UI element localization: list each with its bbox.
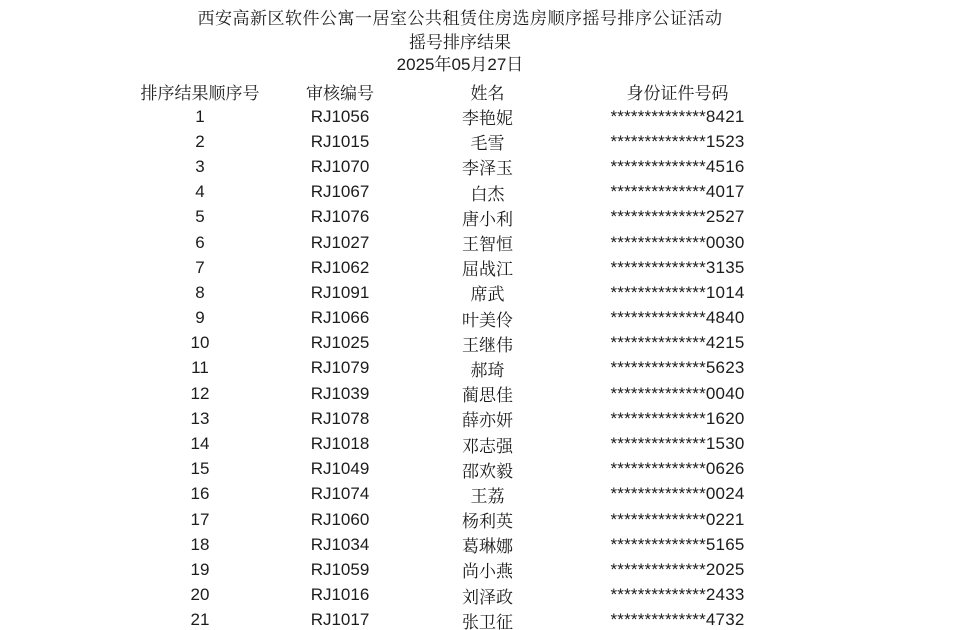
cell-name: 张卫征 — [462, 612, 513, 630]
cell-sequence: 10 — [190, 333, 210, 353]
cell-name: 毛雪 — [470, 134, 505, 154]
cell-id-number: **************1523 — [610, 131, 745, 151]
cell-sequence: 21 — [190, 610, 210, 630]
cell-id-number: **************0030 — [610, 232, 745, 252]
cell-sequence: 11 — [191, 358, 209, 378]
table-row — [130, 104, 790, 129]
cell-id-number: **************4840 — [610, 308, 745, 328]
cell-name: 邵欢毅 — [462, 461, 513, 481]
cell-audit-number: RJ1027 — [310, 232, 370, 252]
cell-name: 白杰 — [470, 184, 505, 204]
cell-name: 薛亦妍 — [462, 411, 513, 431]
cell-id-number: **************1530 — [610, 434, 745, 454]
table-row — [130, 608, 790, 630]
cell-audit-number: RJ1062 — [310, 257, 370, 277]
table-row — [130, 230, 790, 255]
cell-audit-number: RJ1067 — [310, 182, 370, 202]
table-row — [130, 154, 790, 179]
cell-sequence: 14 — [190, 434, 210, 454]
cell-id-number: **************4516 — [610, 156, 745, 176]
cell-id-number: **************0024 — [610, 484, 745, 504]
cell-name: 席武 — [470, 285, 505, 305]
cell-sequence: 16 — [190, 484, 210, 504]
document-subtitle: 摇号排序结果 — [409, 33, 511, 52]
cell-sequence: 15 — [190, 459, 210, 479]
cell-id-number: **************5165 — [610, 534, 745, 554]
cell-name: 郝琦 — [470, 360, 505, 380]
cell-sequence: 9 — [195, 308, 205, 328]
table-row — [130, 482, 790, 507]
document-content — [130, 0, 790, 630]
cell-sequence: 3 — [195, 156, 205, 176]
cell-name: 王继伟 — [462, 335, 513, 355]
cell-audit-number: RJ1016 — [310, 585, 370, 605]
table-row — [130, 280, 790, 305]
cell-name: 葛琳娜 — [462, 537, 513, 557]
cell-audit-number: RJ1059 — [310, 559, 370, 579]
cell-audit-number: RJ1018 — [310, 434, 370, 454]
column-header-audit-number: 审核编号 — [306, 83, 374, 103]
table-row — [130, 406, 790, 431]
cell-name: 唐小利 — [462, 209, 513, 229]
table-row — [130, 431, 790, 456]
cell-id-number: **************5623 — [610, 358, 745, 378]
cell-name: 李泽玉 — [462, 159, 513, 179]
document-date: 2025年05月27日 — [396, 55, 524, 74]
column-header-sequence: 排序结果顺序号 — [140, 83, 260, 103]
table-row — [130, 507, 790, 532]
cell-sequence: 17 — [190, 509, 210, 529]
table-row — [130, 180, 790, 205]
cell-audit-number: RJ1025 — [310, 333, 370, 353]
cell-id-number: **************4215 — [610, 333, 745, 353]
cell-audit-number: RJ1017 — [310, 610, 370, 630]
cell-sequence: 7 — [195, 257, 205, 277]
cell-name: 叶美伶 — [462, 310, 513, 330]
cell-audit-number: RJ1060 — [310, 509, 370, 529]
table-row — [130, 255, 790, 280]
cell-name: 杨利英 — [462, 512, 513, 532]
cell-id-number: **************2025 — [610, 559, 745, 579]
cell-id-number: **************1620 — [610, 408, 745, 428]
cell-audit-number: RJ1034 — [310, 534, 370, 554]
table-row — [130, 306, 790, 331]
cell-audit-number: RJ1079 — [310, 358, 370, 378]
table-row — [130, 457, 790, 482]
table-header-row — [130, 78, 790, 104]
cell-id-number: **************2527 — [610, 207, 745, 227]
cell-audit-number: RJ1015 — [310, 131, 370, 151]
cell-id-number: **************3135 — [610, 257, 745, 277]
table-row — [130, 557, 790, 582]
cell-audit-number: RJ1070 — [310, 156, 370, 176]
cell-sequence: 6 — [195, 232, 205, 252]
cell-audit-number: RJ1074 — [310, 484, 370, 504]
table-row — [130, 331, 790, 356]
cell-id-number: **************0626 — [610, 459, 745, 479]
cell-name: 刘泽政 — [462, 587, 513, 607]
cell-audit-number: RJ1078 — [310, 408, 370, 428]
cell-audit-number: RJ1049 — [310, 459, 370, 479]
cell-sequence: 1 — [195, 106, 205, 126]
cell-sequence: 5 — [195, 207, 205, 227]
table-row — [130, 356, 790, 381]
cell-sequence: 20 — [190, 585, 210, 605]
table-row — [130, 532, 790, 557]
cell-audit-number: RJ1039 — [310, 383, 370, 403]
cell-sequence: 4 — [195, 182, 205, 202]
document-title: 西安高新区软件公寓一居室公共租赁住房选房顺序摇号排序公证活动 — [197, 9, 723, 28]
cell-id-number: **************0040 — [610, 383, 745, 403]
cell-id-number: **************1014 — [610, 282, 745, 302]
cell-audit-number: RJ1076 — [310, 207, 370, 227]
cell-id-number: **************4732 — [610, 610, 745, 630]
cell-name: 尚小燕 — [462, 562, 513, 582]
cell-name: 王智恒 — [462, 235, 513, 255]
cell-sequence: 13 — [190, 408, 210, 428]
cell-audit-number: RJ1066 — [310, 308, 370, 328]
cell-id-number: **************0221 — [610, 509, 745, 529]
cell-sequence: 12 — [190, 383, 210, 403]
cell-sequence: 8 — [195, 282, 205, 302]
column-header-id-number: 身份证件号码 — [626, 83, 729, 103]
cell-audit-number: RJ1056 — [310, 106, 370, 126]
table-body — [130, 104, 790, 630]
result-table — [130, 78, 790, 630]
cell-audit-number: RJ1091 — [310, 282, 370, 302]
table-row — [130, 381, 790, 406]
cell-name: 蔺思佳 — [462, 386, 513, 406]
cell-name: 王荔 — [470, 486, 505, 506]
cell-name: 屈战江 — [462, 260, 513, 280]
cell-name: 李艳妮 — [462, 109, 513, 129]
cell-id-number: **************2433 — [610, 585, 745, 605]
table-row — [130, 205, 790, 230]
cell-sequence: 18 — [190, 534, 210, 554]
cell-sequence: 19 — [190, 559, 210, 579]
cell-id-number: **************8421 — [610, 106, 745, 126]
cell-id-number: **************4017 — [610, 182, 745, 202]
table-row — [130, 129, 790, 154]
column-header-name: 姓名 — [470, 83, 505, 103]
cell-sequence: 2 — [195, 131, 205, 151]
table-row — [130, 583, 790, 608]
cell-name: 邓志强 — [462, 436, 513, 456]
